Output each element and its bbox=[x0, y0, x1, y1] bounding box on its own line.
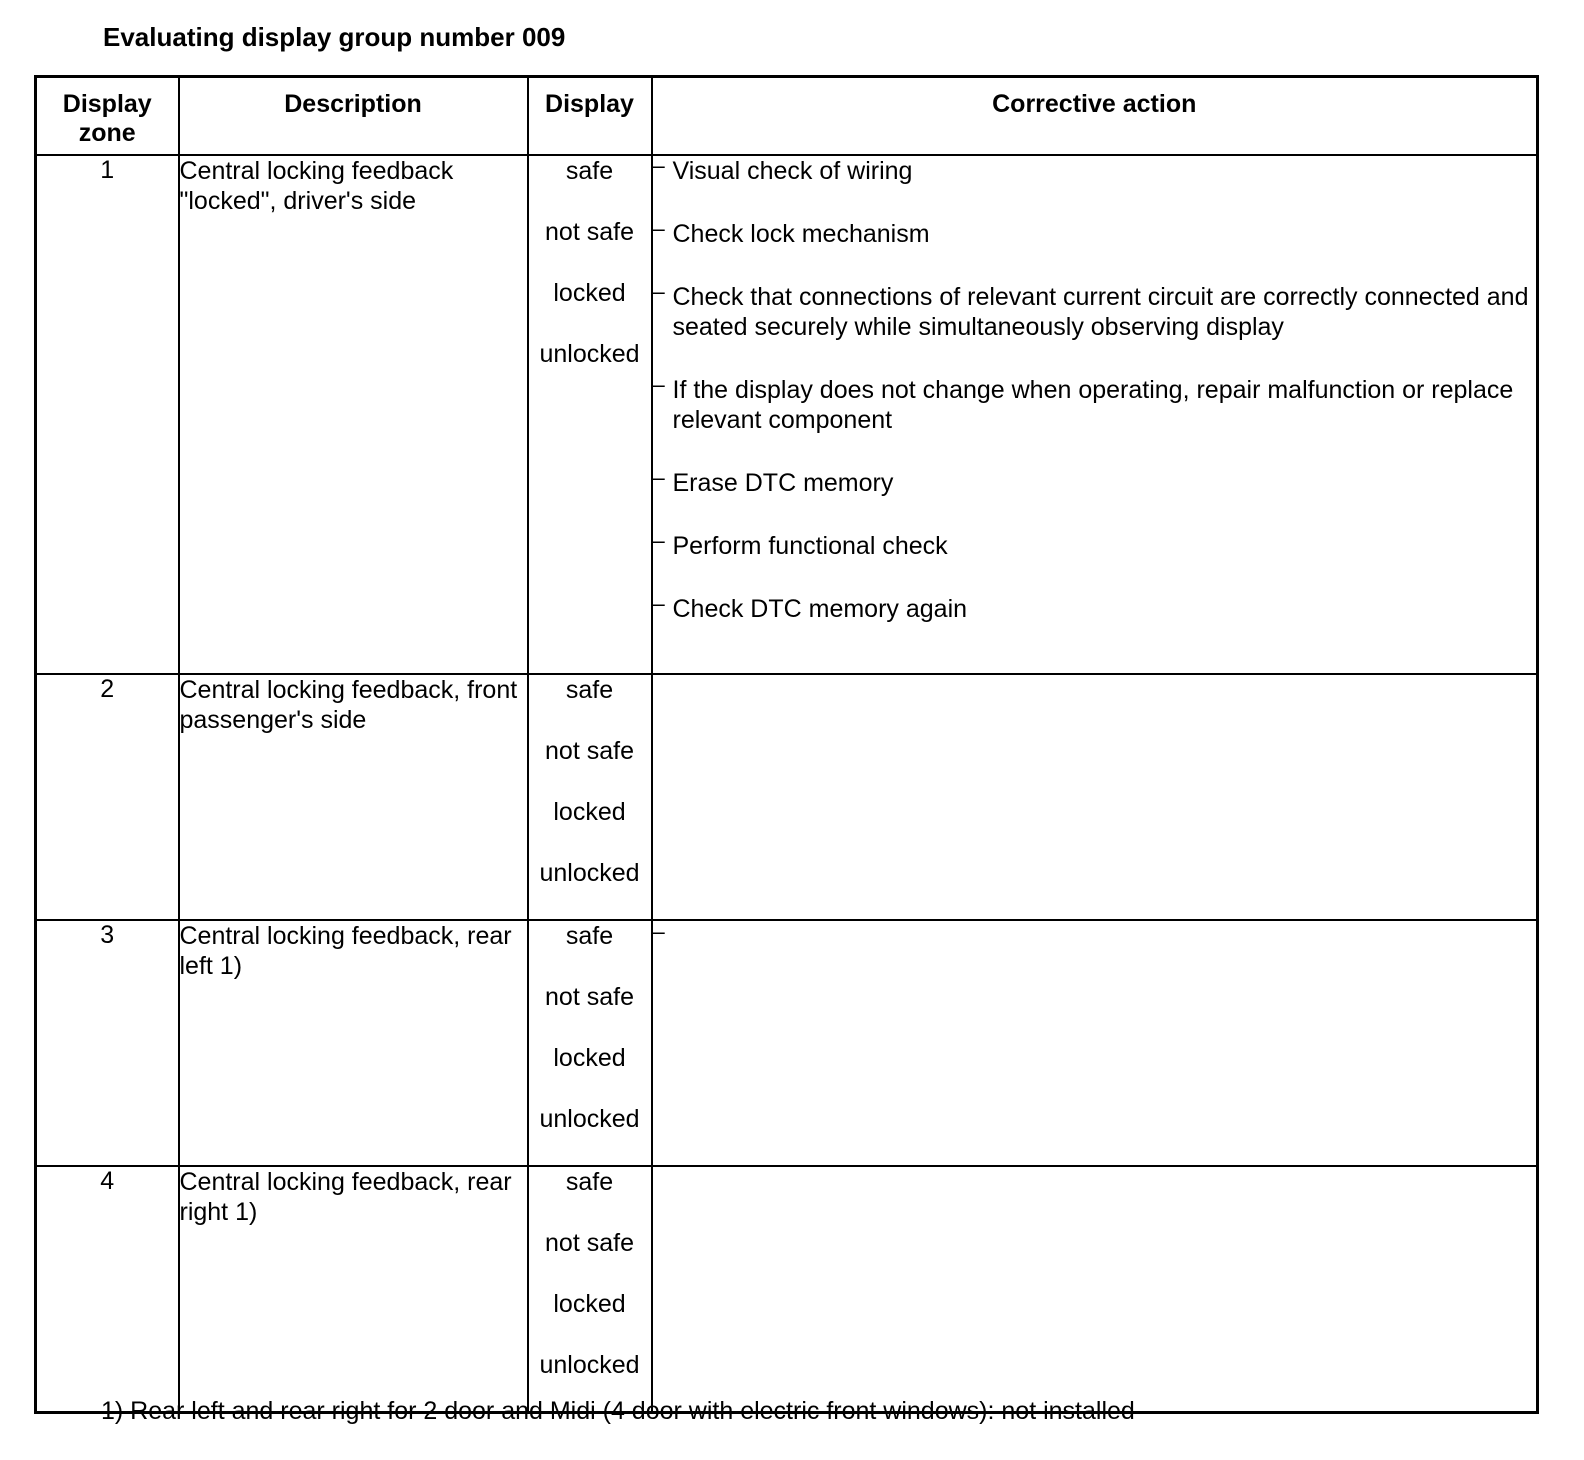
display-value: locked bbox=[553, 279, 626, 307]
zone-cell: 2 bbox=[36, 674, 179, 920]
action-text: Check DTC memory again bbox=[672, 595, 968, 623]
display-value: not safe bbox=[545, 737, 634, 765]
header-display: Display bbox=[528, 77, 652, 156]
description-cell: Central locking feedback, rear right 1) bbox=[179, 1166, 528, 1413]
display-value: locked bbox=[553, 798, 626, 826]
zone-cell: 4 bbox=[36, 1166, 179, 1413]
action-item bbox=[652, 279, 1537, 342]
table-header-row bbox=[36, 77, 1538, 156]
action-text: Perform functional check bbox=[672, 532, 948, 560]
header-display-zone: Display zone bbox=[36, 77, 179, 156]
header-corrective-action: Corrective action bbox=[652, 77, 1538, 156]
dash-bullet: – bbox=[652, 216, 665, 241]
display-cell bbox=[528, 1166, 652, 1413]
dash-bullet: – bbox=[652, 919, 665, 944]
display-value: unlocked bbox=[539, 340, 640, 368]
display-value: not safe bbox=[545, 218, 634, 246]
action-text: Visual check of wiring bbox=[672, 157, 913, 185]
table-row bbox=[36, 155, 1538, 674]
footnote: 1) Rear left and rear right for 2 door and Midi (4 door with electric front windows): not installed bbox=[101, 1397, 1135, 1425]
display-value: locked bbox=[553, 1044, 626, 1072]
action-cell bbox=[652, 674, 1538, 920]
action-text: Check lock mechanism bbox=[672, 220, 930, 248]
zone-cell: 1 bbox=[36, 155, 179, 674]
action-item bbox=[652, 528, 1537, 561]
table-row bbox=[36, 674, 1538, 920]
page-title: Evaluating display group number 009 bbox=[103, 22, 566, 52]
dash-bullet: – bbox=[652, 465, 665, 490]
action-cell bbox=[652, 920, 1538, 1166]
display-value: locked bbox=[553, 1290, 626, 1318]
display-value: safe bbox=[565, 676, 614, 704]
action-text: Erase DTC memory bbox=[672, 469, 894, 497]
display-value: safe bbox=[565, 1168, 614, 1196]
dash-bullet: – bbox=[652, 372, 665, 397]
display-value: unlocked bbox=[539, 859, 640, 887]
display-value: unlocked bbox=[539, 1351, 640, 1379]
dash-bullet: – bbox=[652, 591, 665, 616]
action-item bbox=[652, 591, 1537, 624]
display-value: safe bbox=[565, 922, 614, 950]
display-cell bbox=[528, 674, 652, 920]
description-cell: Central locking feedback, rear left 1) bbox=[179, 920, 528, 1166]
table-row bbox=[36, 920, 1538, 1166]
header-description: Description bbox=[179, 77, 528, 156]
action-text: If the display does not change when operating, repair malfunction or replace relevant component bbox=[672, 376, 1514, 434]
dash-bullet: – bbox=[652, 153, 665, 178]
dash-bullet: – bbox=[652, 279, 665, 304]
display-cell bbox=[528, 920, 652, 1166]
display-cell bbox=[528, 155, 652, 674]
description-cell: Central locking feedback, front passenger's side bbox=[179, 674, 528, 920]
display-group-table bbox=[34, 75, 1539, 1414]
action-item bbox=[652, 153, 1537, 186]
action-cell bbox=[652, 155, 1538, 674]
description-cell: Central locking feedback "locked", driver's side bbox=[179, 155, 528, 674]
display-value: not safe bbox=[545, 1229, 634, 1257]
action-item bbox=[652, 465, 1537, 498]
action-cell bbox=[652, 1166, 1538, 1413]
action-item bbox=[652, 216, 1537, 249]
display-value: safe bbox=[565, 157, 614, 185]
table-row bbox=[36, 1166, 1538, 1413]
zone-cell: 3 bbox=[36, 920, 179, 1166]
display-value: unlocked bbox=[539, 1105, 640, 1133]
action-item bbox=[652, 372, 1537, 435]
display-value: not safe bbox=[545, 983, 634, 1011]
action-text: Check that connections of relevant current circuit are correctly connected and seated securely while simultaneously observing display bbox=[672, 283, 1529, 341]
dash-bullet: – bbox=[652, 528, 665, 553]
